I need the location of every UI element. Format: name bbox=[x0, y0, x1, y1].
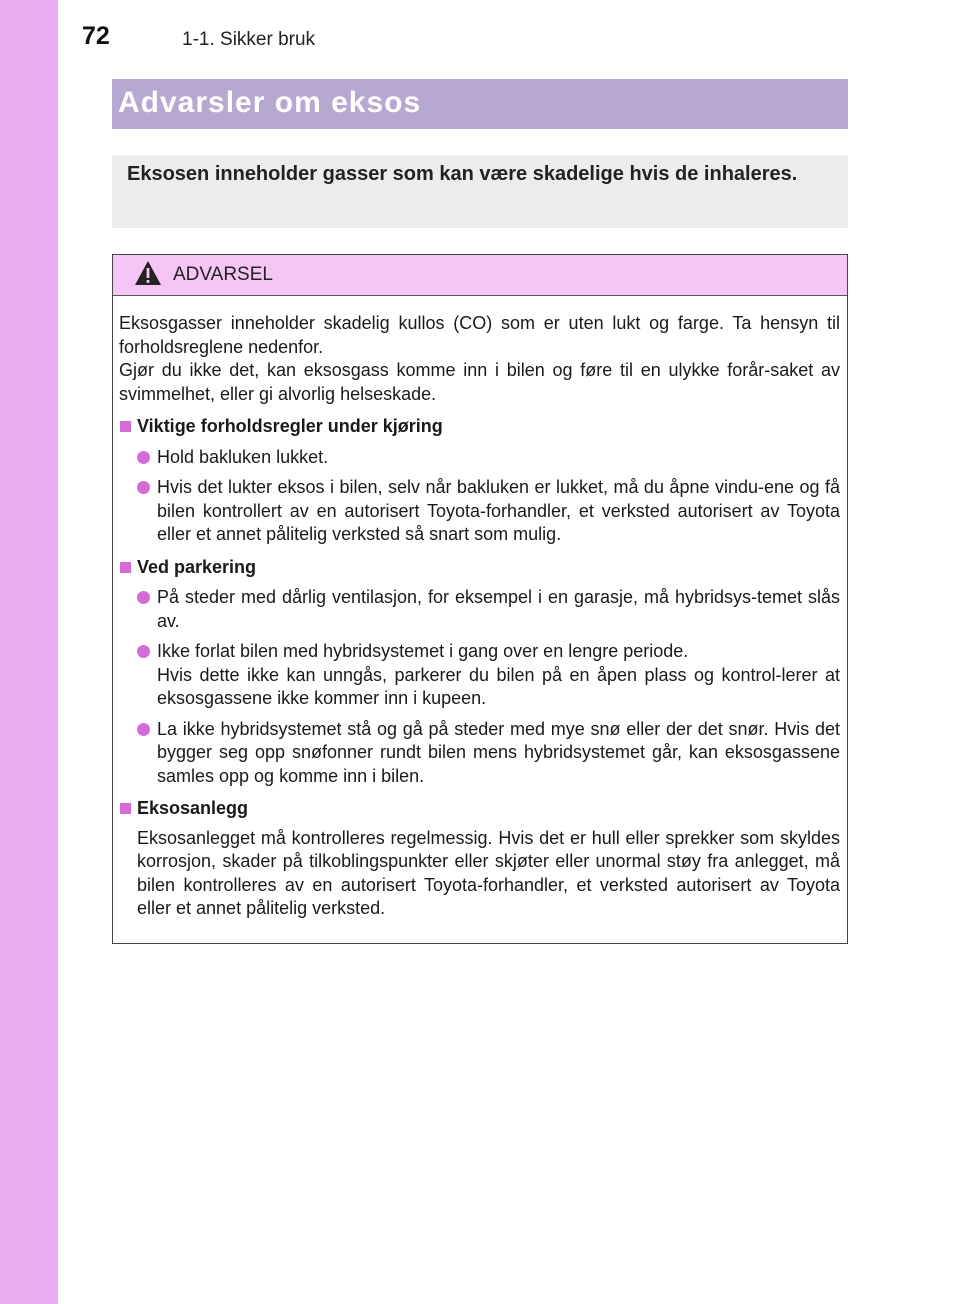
dot-bullet-icon bbox=[137, 451, 150, 464]
subheading-exhaust-system: Eksosanlegg bbox=[119, 797, 840, 821]
list-item: Ikke forlat bilen med hybridsystemet i gang over en lengre periode. Hvis dette ikke kan unngås, parkerer du bilen på en åpen plass og kontrol-lerer at eksosgassene ikke kommer inn i kupeen. bbox=[119, 640, 840, 711]
section-label: 1-1. Sikker bruk bbox=[182, 29, 316, 50]
subheading-driving: Viktige forholdsregler under kjøring bbox=[119, 415, 840, 439]
subheading-parking: Ved parkering bbox=[119, 556, 840, 580]
side-tab-strip bbox=[0, 0, 58, 1304]
dot-bullet-icon bbox=[137, 645, 150, 658]
square-bullet-icon bbox=[120, 421, 131, 432]
warning-box bbox=[112, 254, 848, 944]
warning-label: ADVARSEL bbox=[173, 264, 273, 285]
warning-lead-2: Gjør du ikke det, kan eksosgass komme inn i bilen og føre til en ulykke forår-saket av svimmelhet, eller gi alvorlig helseskade. bbox=[119, 360, 840, 404]
square-bullet-icon bbox=[120, 803, 131, 814]
dot-bullet-icon bbox=[137, 723, 150, 736]
intro-text: Eksosen inneholder gasser som kan være skadelige hvis de inhaleres. bbox=[127, 163, 798, 185]
warning-triangle-icon bbox=[133, 259, 163, 287]
page-number: 72 bbox=[82, 22, 110, 50]
list-item: Hold bakluken lukket. bbox=[119, 446, 840, 470]
list-item-continuation: Hvis dette ikke kan unngås, parkerer du bilen på en åpen plass og kontrol-lerer at eksosgassene ikke kommer inn i kupeen. bbox=[157, 664, 840, 708]
exhaust-system-text: Eksosanlegget må kontrolleres regelmessig. Hvis det er hull eller sprekker som skyldes korrosjon, skader på tilkoblingspunkter eller skjøter eller unormal støy fra anlegget, må bilen kontrolleres av en autorisert Toyota-forhandler, et verksted autorisert av Toyota eller et annet pålitelig verksted. bbox=[137, 827, 840, 918]
list-item: På steder med dårlig ventilasjon, for eksempel i en garasje, må hybridsys-temet slås av. bbox=[119, 586, 840, 633]
list-item: Hvis det lukter eksos i bilen, selv når bakluken er lukket, må du åpne vindu-ene og få bilen kontrollert av en autorisert Toyota-forhandler, et verksted autorisert av Toyota eller et annet pålitelig verksted så snart som mulig. bbox=[119, 476, 840, 547]
square-bullet-icon bbox=[120, 562, 131, 573]
list-item: La ikke hybridsystemet stå og gå på steder med mye snø eller der det snør. Hvis det bygger seg opp snøfonner rundt bilen mens hybridsystemet går, kan eksosgassene samles opp og komme inn i bilen. bbox=[119, 718, 840, 789]
warning-lead-1: Eksosgasser inneholder skadelig kullos (CO) som er uten lukt og farge. Ta hensyn til forholdsreglene nedenfor. bbox=[119, 313, 840, 357]
dot-bullet-icon bbox=[137, 591, 150, 604]
page-title: Advarsler om eksos bbox=[118, 86, 422, 119]
warning-header bbox=[113, 255, 847, 296]
warning-body bbox=[119, 312, 840, 921]
dot-bullet-icon bbox=[137, 481, 150, 494]
